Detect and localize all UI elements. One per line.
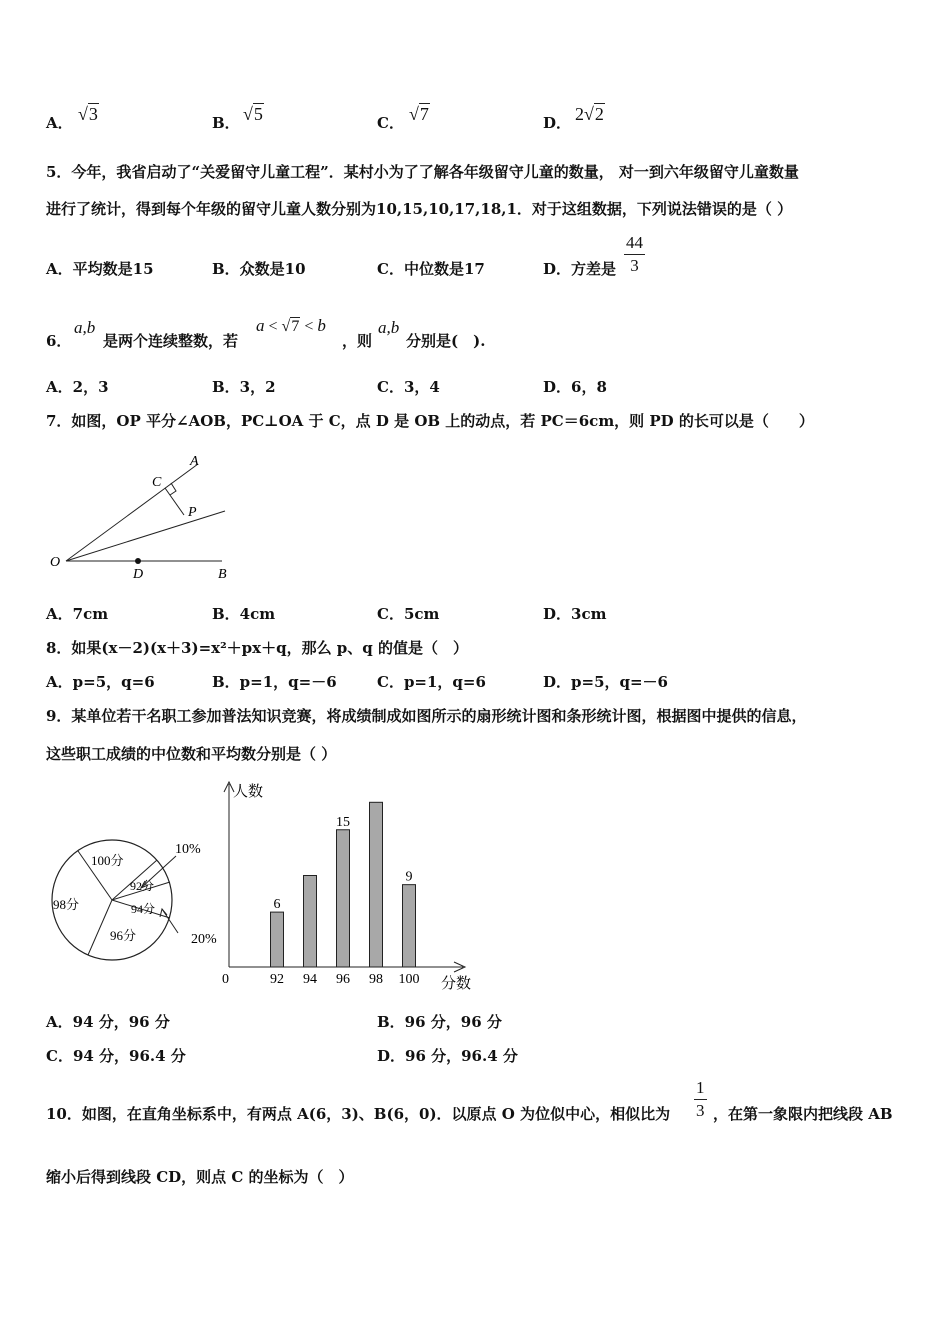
- q6-text3: 分别是( ).: [406, 332, 486, 350]
- x-tick-label: 96: [336, 972, 350, 987]
- q6-vars: a,b: [74, 318, 96, 337]
- pie-label-98: 98分: [53, 897, 80, 912]
- q4-option-a[interactable]: [46, 112, 73, 133]
- q6-text2: ，则: [342, 332, 373, 350]
- q7-option-c[interactable]: C．5cm: [377, 605, 440, 623]
- denominator: 3: [696, 1101, 705, 1120]
- q7-geometry-figure: [40, 448, 250, 588]
- label-o: O: [50, 555, 61, 570]
- label-c: C: [152, 475, 162, 490]
- y-axis-label: 人数: [233, 784, 264, 800]
- q4-option-c-value: √7: [409, 104, 429, 124]
- q4-option-c[interactable]: [377, 112, 404, 133]
- bar-data-label: 9: [405, 869, 413, 885]
- origin-label: 0: [222, 972, 229, 987]
- q10-stem-line1a: 10．如图，在直角坐标系中，有两点 A(6，3)、B(6，0)．以原点 O 为位似中心，相似比为: [46, 1105, 671, 1123]
- x-tick-label: 98: [369, 972, 383, 987]
- radicand: 5: [253, 104, 263, 124]
- q4-option-b-value: √5: [243, 104, 263, 124]
- q8-option-d[interactable]: D．p=5，q=－6: [543, 673, 668, 691]
- ray-op: [66, 511, 225, 561]
- q7-option-d[interactable]: D．3cm: [543, 605, 607, 623]
- q6-option-a[interactable]: A．2，3: [46, 378, 109, 396]
- label-p: P: [188, 505, 197, 520]
- bar-96: [337, 830, 350, 967]
- pie-label-10pct: 10%: [175, 842, 201, 857]
- q7-stem: 7．如图，OP 平分∠AOB，PC⊥OA 于 C，点 D 是 OB 上的动点，若 PC＝6cm，则 PD 的长可以是（ ）: [46, 412, 814, 430]
- q5-option-a[interactable]: A．平均数是15: [46, 260, 154, 278]
- q9-option-a[interactable]: A．94 分，96 分: [46, 1013, 170, 1031]
- q9-option-c[interactable]: C．94 分，96.4 分: [46, 1047, 186, 1065]
- right-angle-mark: [170, 483, 176, 495]
- q6-option-d[interactable]: D．6，8: [543, 378, 607, 396]
- numerator: 1: [694, 1077, 707, 1100]
- q6-option-b[interactable]: B．3，2: [212, 378, 276, 396]
- q9-stem-line1: 9．某单位若干名职工参加普法知识竞赛，将成绩制成如图所示的扇形统计图和条形统计图，根据图中提供的信息，: [46, 707, 807, 725]
- q4-option-d-value: 2√2: [575, 104, 604, 124]
- pie-label-100: 100分: [91, 853, 124, 868]
- q5-option-b[interactable]: B．众数是10: [212, 260, 306, 278]
- radicand: 2: [594, 104, 604, 124]
- q4-option-a-value: √3: [78, 104, 98, 124]
- label-a: A: [190, 454, 199, 469]
- ineq-b: b: [317, 316, 326, 335]
- q10-ratio-fraction: [694, 1077, 707, 1122]
- option-label: A．: [46, 114, 73, 132]
- label-b: B: [218, 567, 227, 582]
- ineq-lt: <: [300, 318, 318, 335]
- pie-label-20pct: 20%: [191, 932, 217, 947]
- q4-option-d[interactable]: [543, 112, 571, 133]
- bar-100: [403, 885, 416, 967]
- q10-stem-line1b: ，在第一象限内把线段 AB: [713, 1105, 893, 1123]
- pie-divider: [88, 900, 112, 955]
- q5-option-c[interactable]: C．中位数是17: [377, 260, 485, 278]
- q6-vars2: a,b: [378, 318, 400, 337]
- denominator: 3: [630, 256, 639, 275]
- ray-oa: [66, 464, 198, 561]
- q8-option-b[interactable]: B．p=1，q=－6: [212, 673, 337, 691]
- radicand: 3: [88, 104, 98, 124]
- option-label: C．: [377, 114, 404, 132]
- q6-text1: 是两个连续整数，若: [103, 332, 239, 350]
- label-d: D: [133, 567, 144, 582]
- q5-option-d[interactable]: D．方差是: [543, 260, 617, 278]
- q5-option-d-fraction: [624, 232, 645, 277]
- q7-option-a[interactable]: A．7cm: [46, 605, 109, 623]
- q9-stem-line2: 这些职工成绩的中位数和平均数分别是（ ）: [46, 745, 337, 763]
- pie-label-92: 92分: [130, 879, 155, 893]
- numerator: 44: [624, 232, 645, 255]
- pie-label-96: 96分: [110, 928, 137, 943]
- radicand: 7: [419, 104, 429, 124]
- q5-stem-line1: 5．今年，我省启动了“关爱留守儿童工程”．某村小为了了解各年级留守儿童的数量， 对一到六年级留守儿童数量: [46, 163, 799, 181]
- bar-92: [271, 912, 284, 967]
- q9-option-d[interactable]: D．96 分，96.4 分: [377, 1047, 518, 1065]
- x-tick-label: 100: [398, 972, 420, 987]
- option-label: B．: [212, 114, 240, 132]
- ineq-a: a: [256, 316, 265, 335]
- x-axis-label: 分数: [441, 976, 472, 992]
- bar-94: [304, 876, 317, 968]
- radicand: 7: [291, 318, 300, 335]
- q8-stem: 8．如果(x－2)(x＋3)=x²＋px＋q，那么 p、q 的值是（ ）: [46, 639, 469, 657]
- x-tick-label: 92: [270, 972, 284, 987]
- q6-inequality: a < √7 < b: [256, 316, 326, 335]
- coefficient: 2: [575, 104, 584, 124]
- q8-option-a[interactable]: A．p=5，q=6: [46, 673, 155, 691]
- q9-pie-chart: [48, 830, 218, 970]
- q8-option-c[interactable]: C．p=1，q=6: [377, 673, 486, 691]
- q4-option-b[interactable]: [212, 112, 240, 133]
- q7-option-b[interactable]: B．4cm: [212, 605, 276, 623]
- q5-stem-line2: 进行了统计，得到每个年级的留守儿童人数分别为10,15,10,17,18,1．对于这组数据，下列说法错误的是（ ）: [46, 200, 793, 218]
- bar-98: [370, 802, 383, 967]
- option-label: D．: [543, 114, 572, 132]
- q6-option-c[interactable]: C．3，4: [377, 378, 440, 396]
- point-d: [135, 558, 141, 564]
- ineq-lt: <: [264, 318, 282, 335]
- q10-stem-line2: 缩小后得到线段 CD，则点 C 的坐标为（ ）: [46, 1168, 354, 1186]
- bar-data-label: 6: [273, 897, 281, 913]
- x-tick-label: 94: [303, 972, 317, 987]
- q6-number: 6．: [46, 332, 72, 350]
- q9-bar-chart: [215, 778, 485, 993]
- pie-label-94: 94分: [131, 902, 156, 916]
- q9-option-b[interactable]: B．96 分，96 分: [377, 1013, 502, 1031]
- bar-data-label: 15: [336, 814, 350, 830]
